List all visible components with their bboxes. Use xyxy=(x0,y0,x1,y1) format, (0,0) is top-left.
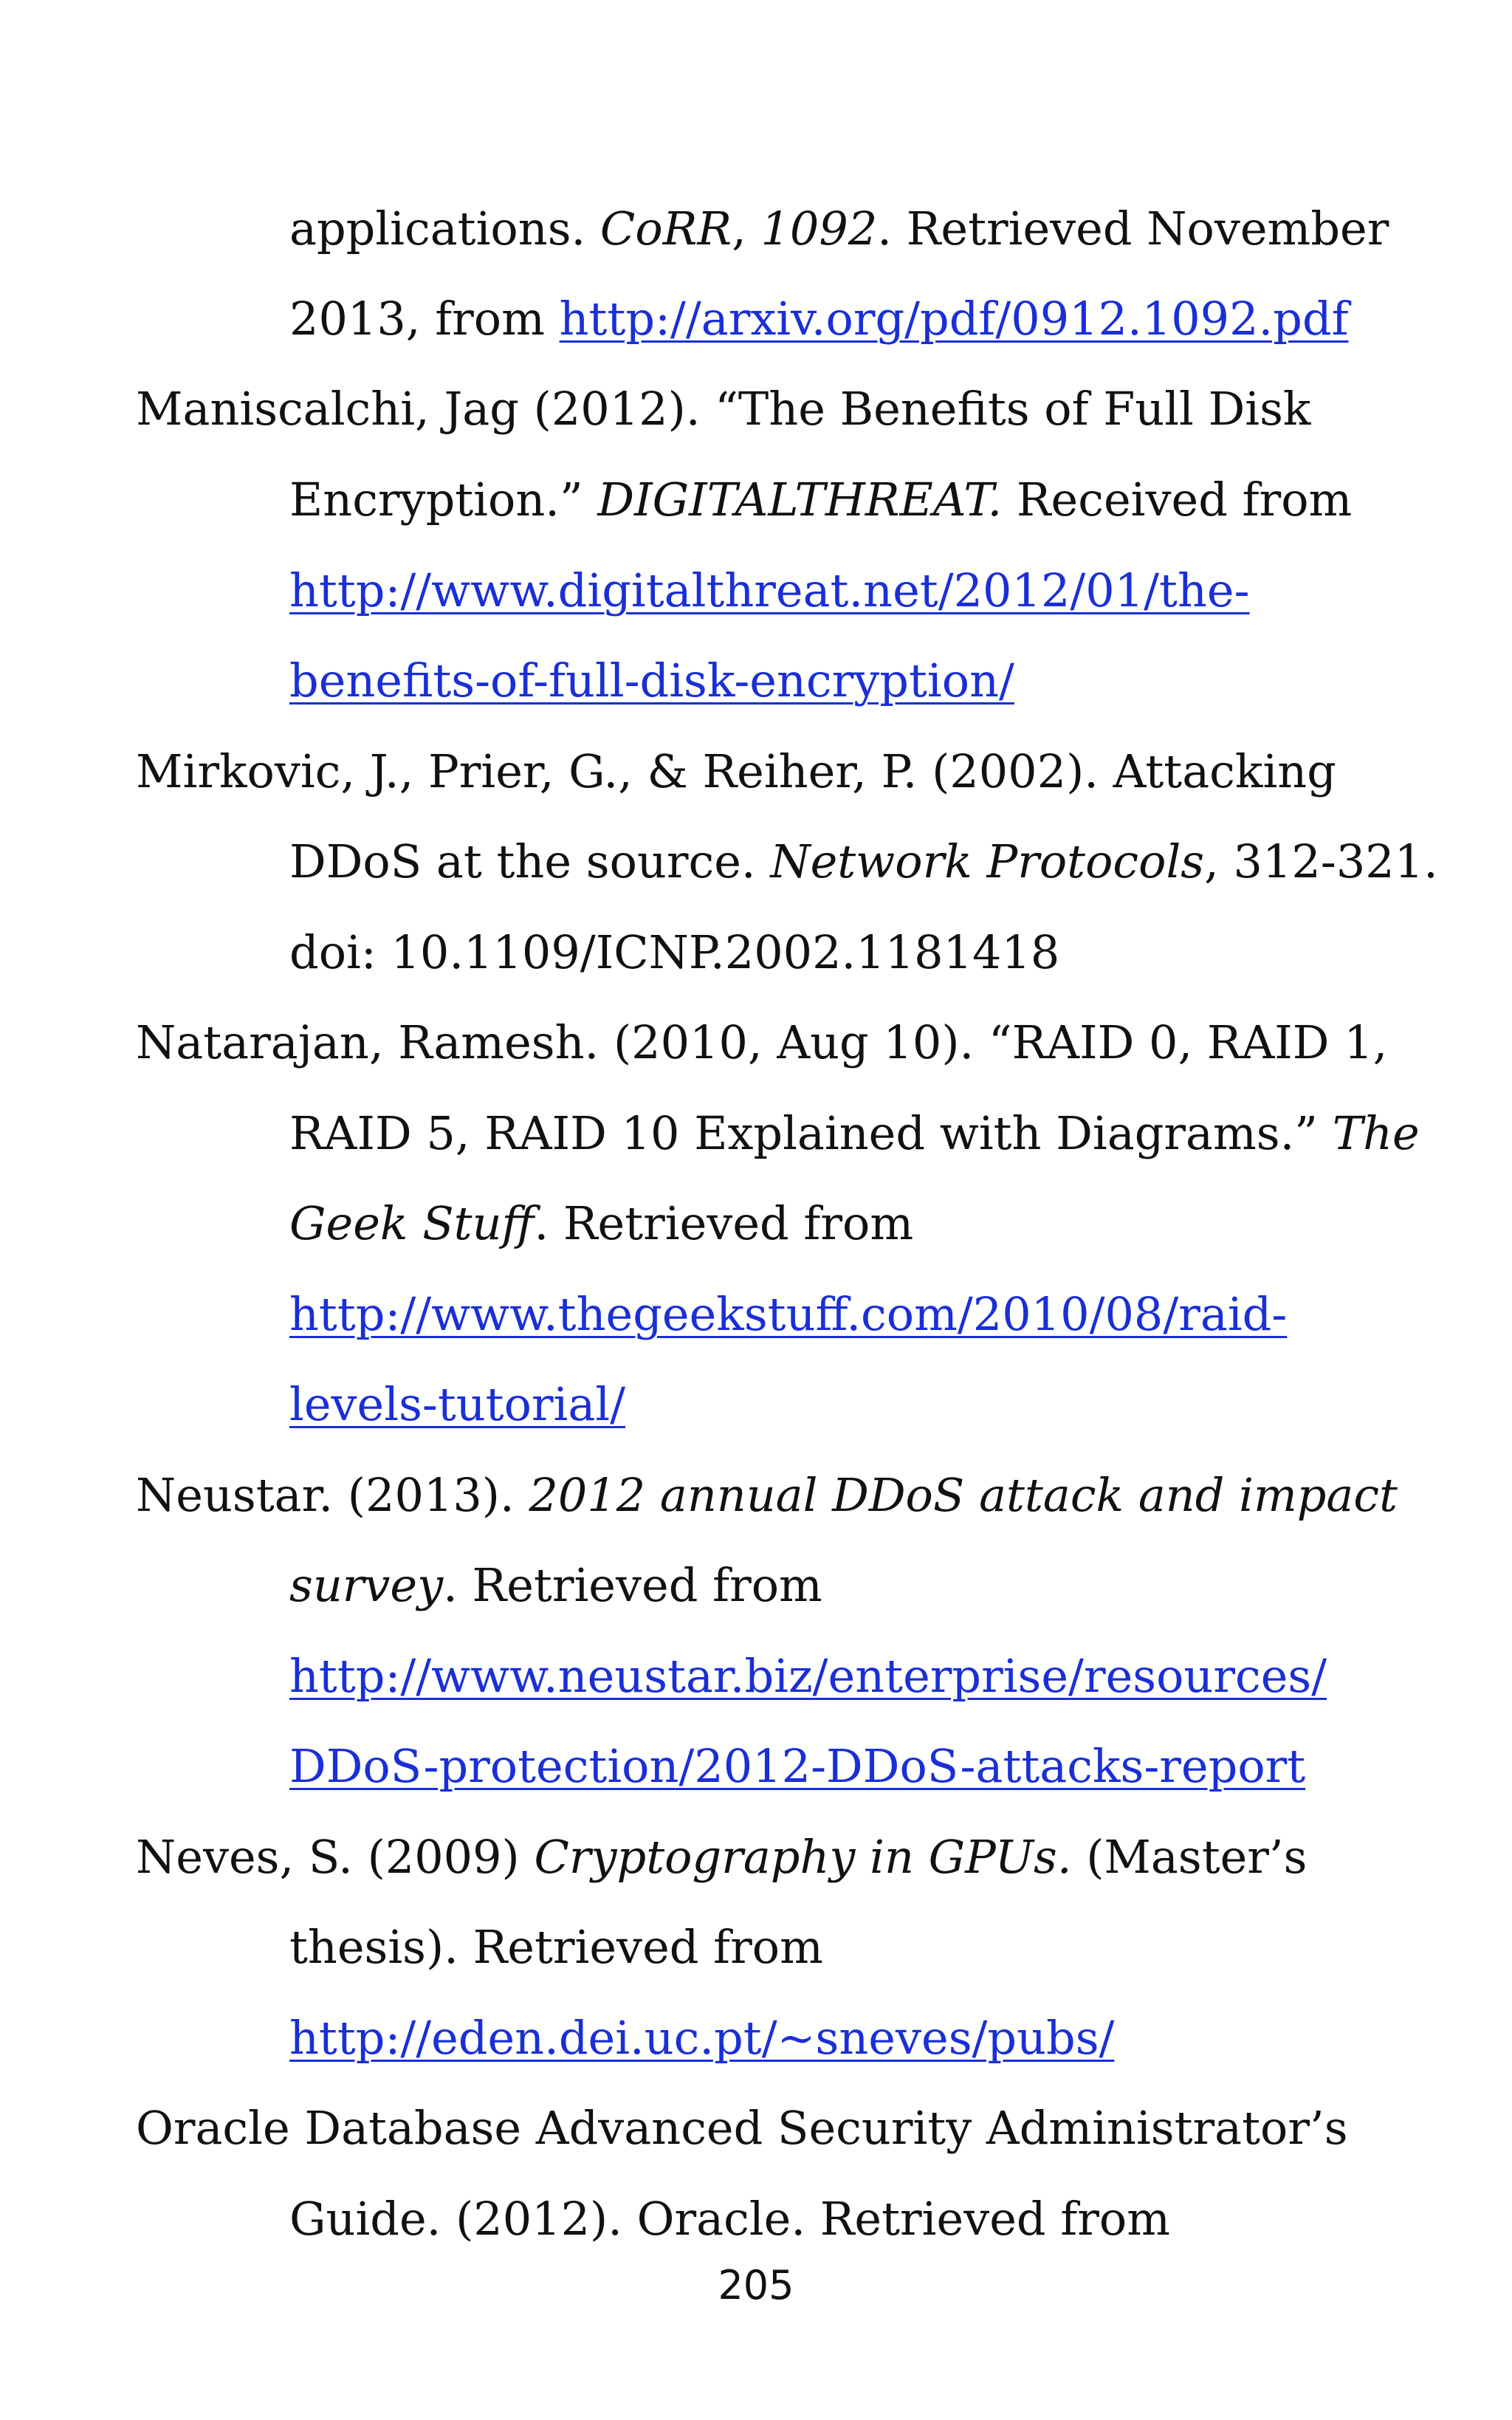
ref-text: Encryption.” xyxy=(289,473,598,527)
ref-text: (Master’s xyxy=(1071,1830,1307,1884)
ref-line xyxy=(289,923,1059,982)
ref-text: 2013, from xyxy=(289,292,560,346)
publication-title: DIGITALTHREAT. xyxy=(597,473,1003,527)
ref-line xyxy=(289,1285,1287,1344)
ref-line xyxy=(289,1556,822,1615)
ref-line xyxy=(136,380,1311,439)
ref-link[interactable]: http://arxiv.org/pdf/0912.1092.pdf xyxy=(559,292,1349,346)
ref-text: . Retrieved from xyxy=(443,1558,822,1612)
ref-line xyxy=(136,1828,1307,1887)
ref-line xyxy=(289,470,1352,529)
ref-line xyxy=(289,1375,625,1434)
ref-line xyxy=(289,2009,1114,2068)
ref-line xyxy=(289,1194,913,1253)
ref-link[interactable]: DDoS-protection/2012-DDoS-attacks-report xyxy=(289,1739,1306,1793)
ref-text: Natarajan, Ramesh. (2010, Aug 10). “RAID 0, RAID 1, xyxy=(136,1015,1388,1069)
ref-text: RAID 5, RAID 10 Explained with Diagrams.” xyxy=(289,1106,1333,1160)
ref-link[interactable]: http://www.digitalthreat.net/2012/01/the- xyxy=(289,563,1250,617)
ref-link[interactable]: http://eden.dei.uc.pt/~sneves/pubs/ xyxy=(289,2011,1115,2065)
ref-text: Oracle Database Advanced Security Administrator’s xyxy=(136,2101,1348,2155)
ref-text: , 312-321. xyxy=(1204,834,1438,888)
ref-text: . Retrieved November xyxy=(877,202,1389,256)
ref-line xyxy=(136,742,1336,801)
journal-title: Network Protocols xyxy=(770,834,1205,888)
volume: 1092 xyxy=(760,202,878,256)
ref-line xyxy=(289,1737,1305,1796)
thesis-title: Cryptography in GPUs. xyxy=(534,1830,1072,1884)
ref-text: Neves, S. (2009) xyxy=(136,1830,535,1884)
ref-text: Guide. (2012). Oracle. Retrieved from xyxy=(289,2192,1171,2246)
journal-title: CoRR xyxy=(599,202,732,256)
ref-link[interactable]: benefits-of-full-disk-encryption/ xyxy=(289,654,1014,707)
ref-line xyxy=(289,832,1438,891)
report-title: 2012 annual DDoS attack and impact xyxy=(529,1468,1398,1522)
ref-link[interactable]: http://www.neustar.biz/enterprise/resources/ xyxy=(289,1649,1327,1703)
ref-text: . Retrieved from xyxy=(534,1196,914,1250)
ref-line xyxy=(289,1104,1420,1163)
ref-link[interactable]: levels-tutorial/ xyxy=(289,1377,626,1431)
ref-text: DDoS at the source. xyxy=(289,834,771,888)
page-number: 205 xyxy=(718,2262,794,2308)
ref-text: Mirkovic, J., Prier, G., & Reiher, P. (2002). Attacking xyxy=(136,744,1336,798)
ref-text: Neustar. (2013). xyxy=(136,1468,529,1522)
ref-link[interactable]: http://www.thegeekstuff.com/2010/08/raid- xyxy=(289,1287,1288,1341)
ref-text: doi: 10.1109/ICNP.2002.1181418 xyxy=(289,925,1060,979)
publication-title: Geek Stuff xyxy=(289,1196,535,1250)
ref-line xyxy=(289,2190,1170,2249)
ref-line xyxy=(289,561,1250,620)
ref-text: , xyxy=(732,202,761,256)
ref-text: thesis). Retrieved from xyxy=(289,1920,823,1974)
publication-title: The xyxy=(1332,1106,1420,1160)
ref-line xyxy=(289,651,1014,710)
ref-line xyxy=(289,289,1349,349)
ref-line xyxy=(289,1918,823,1977)
ref-text: Received from xyxy=(1002,473,1353,527)
ref-line xyxy=(136,1013,1387,1072)
ref-line xyxy=(289,1647,1327,1706)
ref-line xyxy=(136,2099,1348,2158)
report-title: survey xyxy=(289,1558,444,1612)
ref-text: applications. xyxy=(289,202,600,256)
ref-line xyxy=(136,1466,1398,1525)
ref-line xyxy=(289,199,1389,258)
ref-text: Maniscalchi, Jag (2012). “The Benefits of Full Disk xyxy=(136,382,1311,436)
